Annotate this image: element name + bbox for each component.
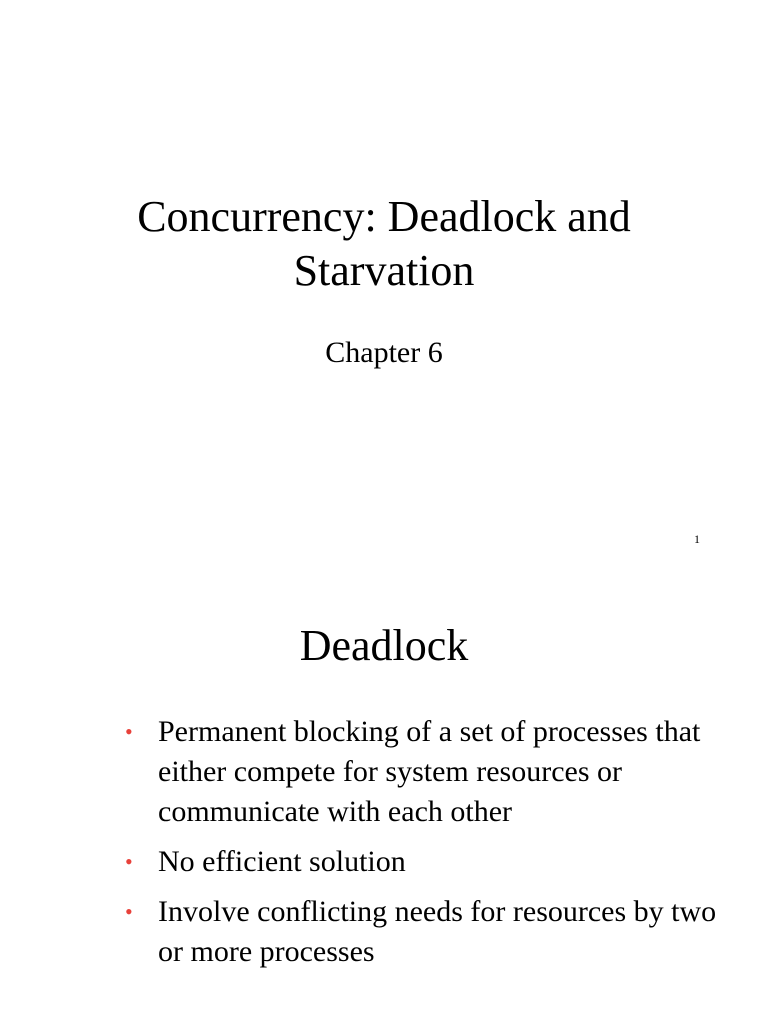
bullet-item [125, 842, 745, 882]
title-line-2: Starvation [293, 246, 475, 295]
page-number: 1 [694, 532, 700, 546]
bullet-icon: • [125, 899, 133, 924]
slide-title: Deadlock [299, 621, 469, 670]
bullet-text: No efficient solution [158, 845, 406, 878]
bullet-text: Involve conflicting needs for resources by two or more processes [158, 895, 717, 968]
bullet-icon: • [125, 849, 133, 874]
bullet-icon: • [125, 719, 133, 744]
bullet-text: Permanent blocking of a set of processes that either compete for system resources or communicate with each other [158, 715, 701, 828]
slide-title [0, 190, 768, 298]
bullet-item [125, 712, 745, 832]
bullet-list [125, 712, 745, 982]
title-line-1: Concurrency: Deadlock and [137, 192, 631, 241]
slide-subtitle: Chapter 6 [325, 336, 443, 369]
slide-2 [0, 560, 768, 1024]
bullet-item [125, 892, 745, 972]
